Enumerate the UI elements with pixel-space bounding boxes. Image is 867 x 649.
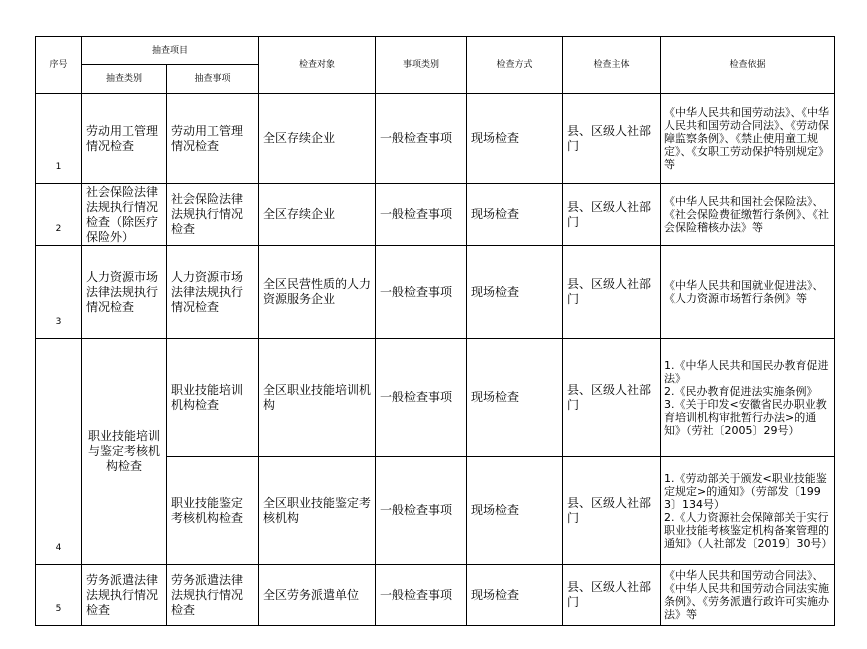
row-category: 人力资源市场法律法规执行情况检查 — [82, 246, 167, 339]
basis-line: 《中华人民共和国劳动合同法》、《中华人民共和国劳动合同法实施条例》、《劳务派遣行政许可实施办法》等 — [664, 569, 830, 621]
row-item: 职业技能鉴定考核机构检查 — [167, 457, 259, 565]
table-row — [36, 339, 835, 457]
row-item: 人力资源市场法律法规执行情况检查 — [167, 246, 259, 339]
row-method: 现场检查 — [467, 457, 563, 565]
row-type: 一般检查事项 — [376, 457, 467, 565]
basis-line: 3.《关于印发<安徽省民办职业教育培训机构审批暂行办法>的通知》（劳社〔2005〕29号） — [664, 397, 827, 437]
row-method: 现场检查 — [467, 94, 563, 184]
row-type: 一般检查事项 — [376, 94, 467, 184]
row-target: 全区民营性质的人力资源服务企业 — [259, 246, 376, 339]
header-target: 检查对象 — [259, 37, 376, 94]
inspection-table — [35, 36, 835, 626]
row-category: 职业技能培训与鉴定考核机构检查 — [82, 339, 167, 565]
basis-line: 《中华人民共和国社会保险法》、《社会保险费征缴暂行条例》、《社会保险稽核办法》等 — [664, 195, 830, 234]
basis-line: 2.《人力资源社会保障部关于实行职业技能考核鉴定机构备案管理的通知》（人社部发〔2019〕30号） — [664, 510, 833, 550]
header-method: 检查方式 — [467, 37, 563, 94]
row-subject: 县、区级人社部门 — [563, 339, 661, 457]
header-group: 抽查项目 — [82, 37, 259, 65]
row-basis — [661, 339, 835, 457]
header-category: 抽查类别 — [82, 65, 167, 94]
header-row-1 — [36, 37, 835, 65]
basis-line: 1.《劳动部关于颁发<职业技能鉴定规定>的通知》（劳部发〔1993〕134号） — [664, 471, 827, 511]
row-subject: 县、区级人社部门 — [563, 246, 661, 339]
row-seq: 4 — [36, 339, 82, 565]
row-method: 现场检查 — [467, 565, 563, 626]
basis-line: 1.《中华人民共和国民办教育促进法》 — [664, 358, 829, 385]
row-category: 社会保险法律法规执行情况检查（除医疗保险外） — [82, 184, 167, 246]
header-basis: 检查依据 — [661, 37, 835, 94]
row-basis — [661, 94, 835, 184]
row-basis — [661, 184, 835, 246]
row-target: 全区存续企业 — [259, 94, 376, 184]
row-seq: 1 — [36, 94, 82, 184]
row-type: 一般检查事项 — [376, 184, 467, 246]
row-subject: 县、区级人社部门 — [563, 184, 661, 246]
table-row — [36, 94, 835, 184]
basis-line: 《中华人民共和国就业促进法》、《人力资源市场暂行条例》等 — [664, 279, 824, 305]
header-type: 事项类别 — [376, 37, 467, 94]
row-item: 劳动用工管理情况检查 — [167, 94, 259, 184]
row-method: 现场检查 — [467, 184, 563, 246]
header-seq: 序号 — [36, 37, 82, 94]
row-basis — [661, 457, 835, 565]
row-item: 职业技能培训机构检查 — [167, 339, 259, 457]
row-target: 全区存续企业 — [259, 184, 376, 246]
row-basis — [661, 565, 835, 626]
row-target: 全区职业技能培训机构 — [259, 339, 376, 457]
row-type: 一般检查事项 — [376, 246, 467, 339]
row-method: 现场检查 — [467, 339, 563, 457]
row-basis — [661, 246, 835, 339]
row-target: 全区劳务派遣单位 — [259, 565, 376, 626]
row-item: 社会保险法律法规执行情况检查 — [167, 184, 259, 246]
basis-line: 2.《民办教育促进法实施条例》 — [664, 384, 818, 398]
row-subject: 县、区级人社部门 — [563, 94, 661, 184]
table-row — [36, 565, 835, 626]
header-subject: 检查主体 — [563, 37, 661, 94]
basis-line: 《中华人民共和国劳动法》、《中华人民共和国劳动合同法》、《劳动保障监察条例》、《禁止使用童工规定》、《女职工劳动保护特别规定》等 — [664, 106, 830, 171]
row-subject: 县、区级人社部门 — [563, 565, 661, 626]
row-type: 一般检查事项 — [376, 565, 467, 626]
row-subject: 县、区级人社部门 — [563, 457, 661, 565]
row-method: 现场检查 — [467, 246, 563, 339]
row-type: 一般检查事项 — [376, 339, 467, 457]
row-target: 全区职业技能鉴定考核机构 — [259, 457, 376, 565]
row-seq: 2 — [36, 184, 82, 246]
row-item: 劳务派遣法律法规执行情况检查 — [167, 565, 259, 626]
row-category: 劳动用工管理情况检查 — [82, 94, 167, 184]
row-seq: 5 — [36, 565, 82, 626]
row-seq: 3 — [36, 246, 82, 339]
table-row — [36, 246, 835, 339]
table-row — [36, 184, 835, 246]
row-category: 劳务派遣法律法规执行情况检查 — [82, 565, 167, 626]
header-item: 抽查事项 — [167, 65, 259, 94]
